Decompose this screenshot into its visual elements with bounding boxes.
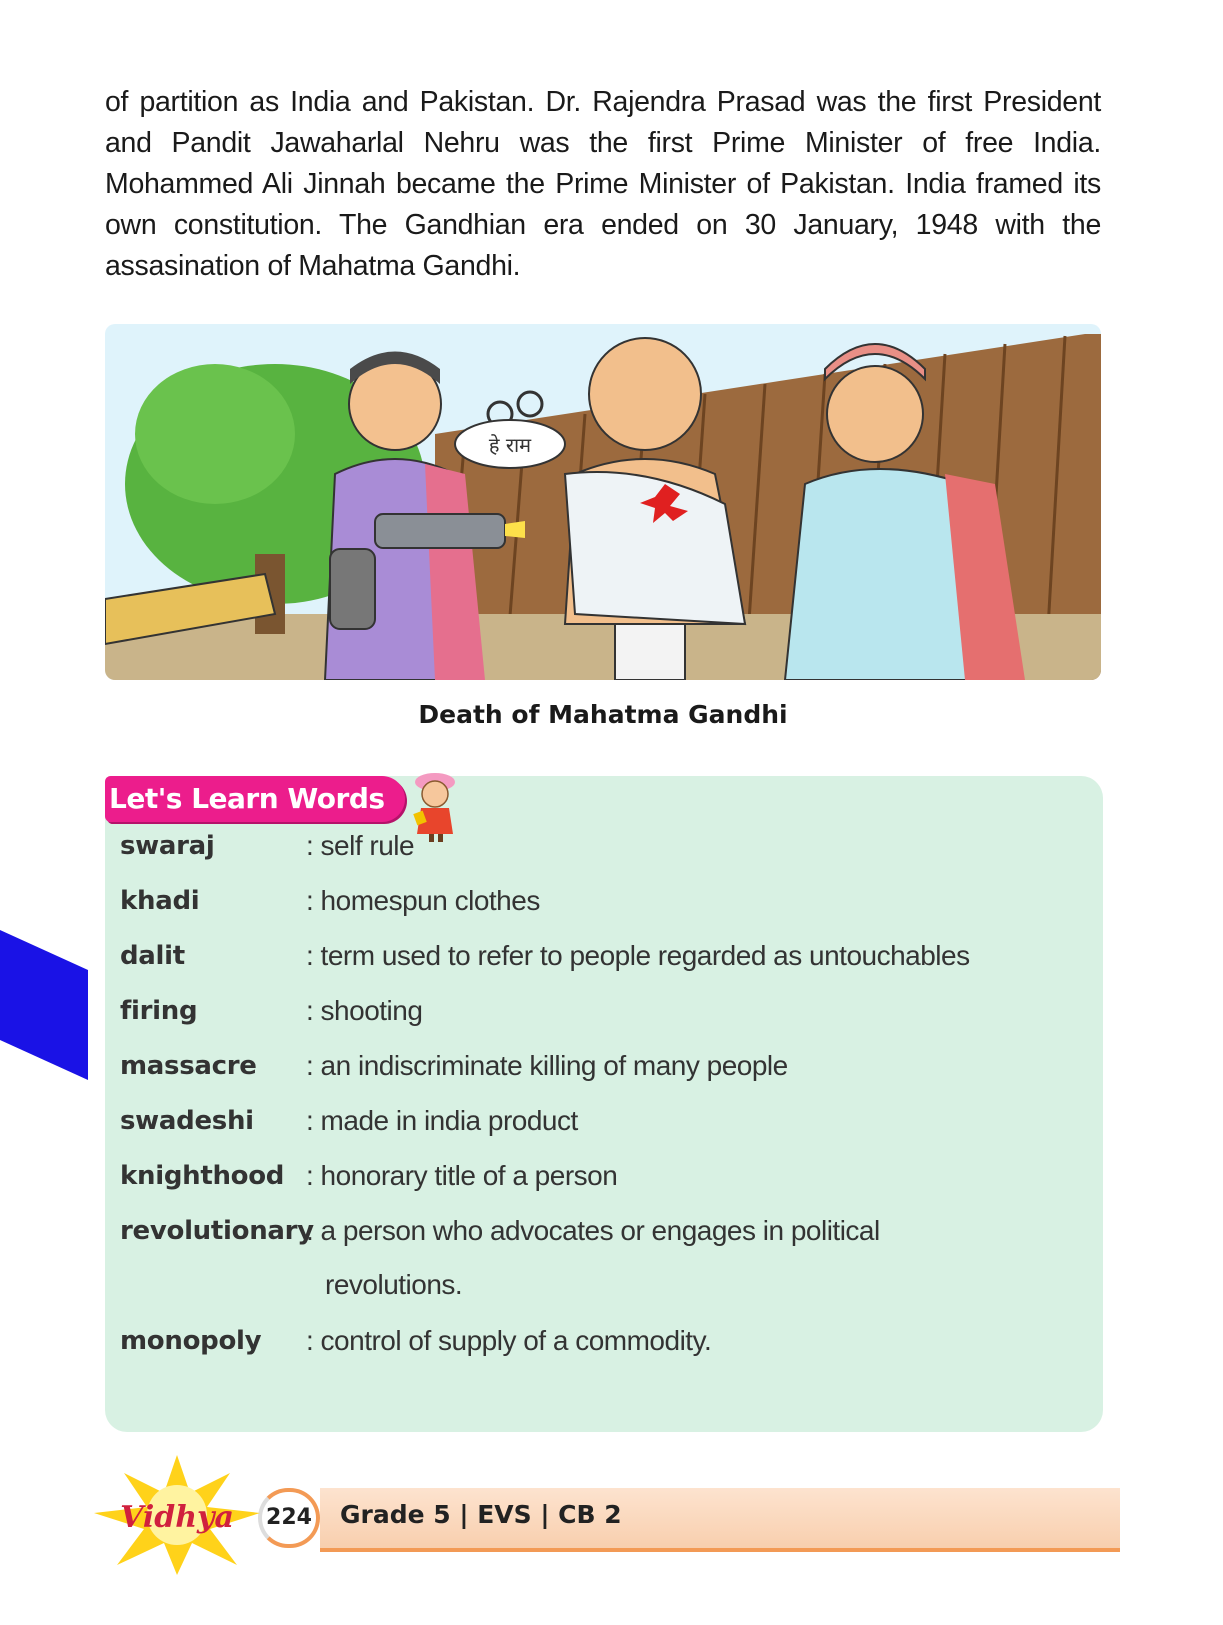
speech-bubble-text: हे राम	[488, 433, 532, 457]
girl-mascot-icon	[405, 768, 467, 844]
vidhya-logo	[92, 1455, 262, 1575]
image-caption: Death of Mahatma Gandhi	[418, 700, 788, 729]
left-edge-marker	[0, 930, 88, 1080]
page-number: 224	[258, 1488, 320, 1548]
gandhi-assassination-illustration	[105, 324, 1101, 680]
body-paragraph: of partition as India and Pakistan. Dr. Rajendra Prasad was the first President and Pandit Jawaharlal Nehru was the first Prime Minister of free India. Mohammed Ali Jinnah became the Prime Minister of Pakistan. India framed its own constitution. The Gandhian era ended on 30 January, 1948 with the assasination of Mahatma Gandhi.	[105, 86, 1101, 282]
svg-text:Vidhya: Vidhya	[120, 1500, 234, 1535]
word-row: revolutionary : a person who advocates or engages in political revolutions.	[120, 1215, 880, 1300]
footer-text: Grade 5 | EVS | CB 2	[340, 1500, 622, 1529]
learn-words-title: Let's Learn Words	[105, 776, 405, 822]
